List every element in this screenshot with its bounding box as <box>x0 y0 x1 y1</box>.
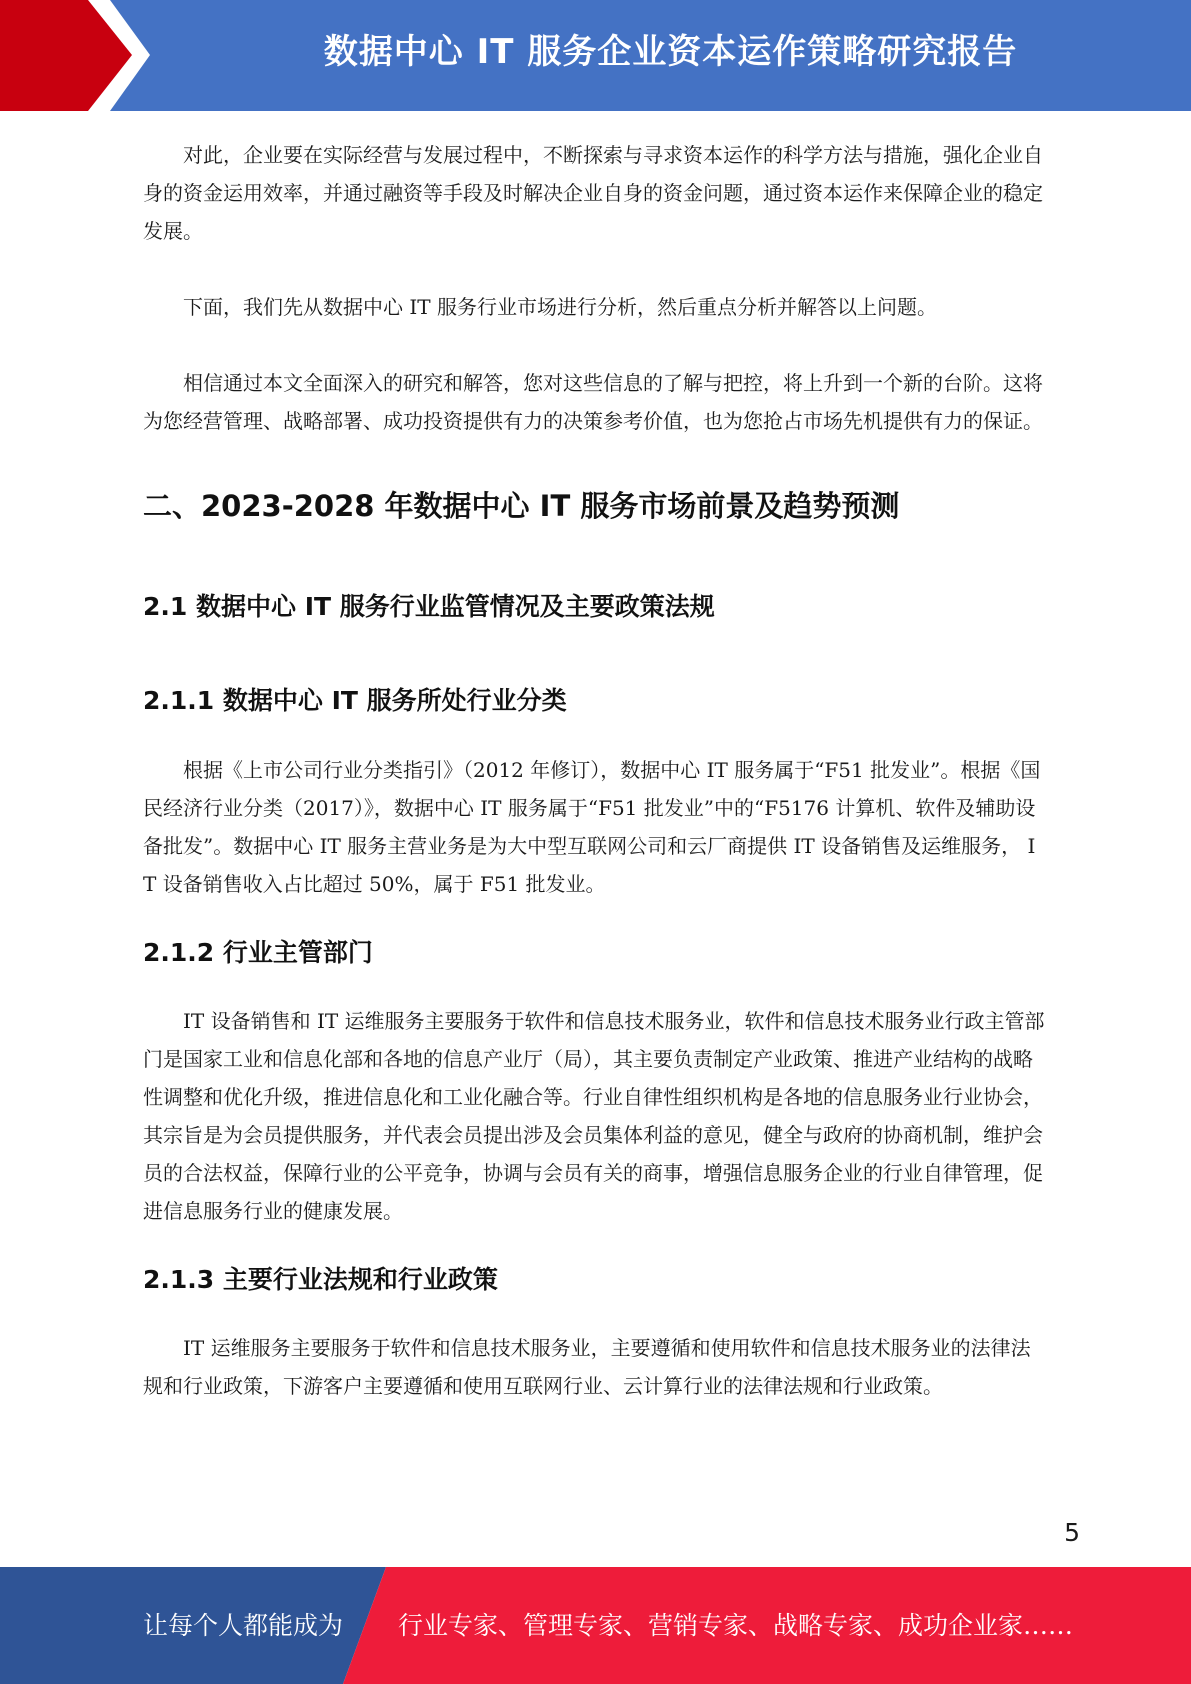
section-2-1-3-heading: 2.1.3 主要行业法规和行业政策 <box>143 1265 498 1294</box>
document-body <box>143 136 1048 1405</box>
intro-paragraph-1: 对此，企业要在实际经营与发展过程中，不断探索与寻求资本运作的科学方法与措施，强化企业自身的资金运用效率，并通过融资等手段及时解决企业自身的资金问题，通过资本运作来保障企业的稳定发展。 <box>143 143 1043 243</box>
intro-paragraph-2: 下面，我们先从数据中心 IT 服务行业市场进行分析，然后重点分析并解答以上问题。 <box>183 295 937 319</box>
section-2-1-1-heading: 2.1.1 数据中心 IT 服务所处行业分类 <box>143 686 567 715</box>
page-footer <box>0 1567 1191 1684</box>
footer-slogan-right: 行业专家、管理专家、营销专家、战略专家、成功企业家…… <box>398 1611 1074 1640</box>
footer-slogan-left: 让每个人都能成为 <box>143 1611 344 1640</box>
section-2-1-3-paragraph: IT 运维服务主要服务于软件和信息技术服务业，主要遵循和使用软件和信息技术服务业的法律法规和行业政策，下游客户主要遵循和使用互联网行业、云计算行业的法律法规和行业政策。 <box>143 1336 1031 1398</box>
section-2-heading: 二、2023-2028 年数据中心 IT 服务市场前景及趋势预测 <box>143 489 900 523</box>
intro-paragraph-3: 相信通过本文全面深入的研究和解答，您对这些信息的了解与把控，将上升到一个新的台阶。这将为您经营管理、战略部署、成功投资提供有力的决策参考价值，也为您抢占市场先机提供有力的保证。 <box>143 371 1043 433</box>
page-header <box>0 0 1191 111</box>
section-2-1-heading: 2.1 数据中心 IT 服务行业监管情况及主要政策法规 <box>143 592 715 621</box>
section-2-1-2-paragraph: IT 设备销售和 IT 运维服务主要服务于软件和信息技术服务业，软件和信息技术服务业行政主管部门是国家工业和信息化部和各地的信息产业厅（局），其主要负责制定产业政策、推进产业结构的战略性调整和优化升级，推进信息化和工业化融合等。行业自律性组织机构是各地的信息服务业行业协会，其宗旨是为会员提供服务，并代表会员提出涉及会员集体利益的意见，健全与政府的协商机制，维护会员的合法权益，保障行业的公平竞争，协调与会员有关的商事，增强信息服务企业的行业自律管理，促进信息服务行业的健康发展。 <box>143 1009 1045 1223</box>
section-2-1-1-paragraph: 根据《上市公司行业分类指引》（2012 年修订），数据中心 IT 服务属于“F51 批发业”。根据《国民经济行业分类（2017）》，数据中心 IT 服务属于“F51 批发业”中的“F5176 计算机、软件及辅助设备批发”。数据中心 IT 服务主营业务是为大中型互联网公司和云厂商提供 IT 设备销售及运维服务， IT 设备销售收入占比超过 50%，属于 F51 批发业。 <box>143 758 1041 896</box>
section-2-1-2-heading: 2.1.2 行业主管部门 <box>143 938 373 967</box>
page-number: 5 <box>1064 1518 1080 1547</box>
report-title: 数据中心 IT 服务企业资本运作策略研究报告 <box>323 32 1018 72</box>
